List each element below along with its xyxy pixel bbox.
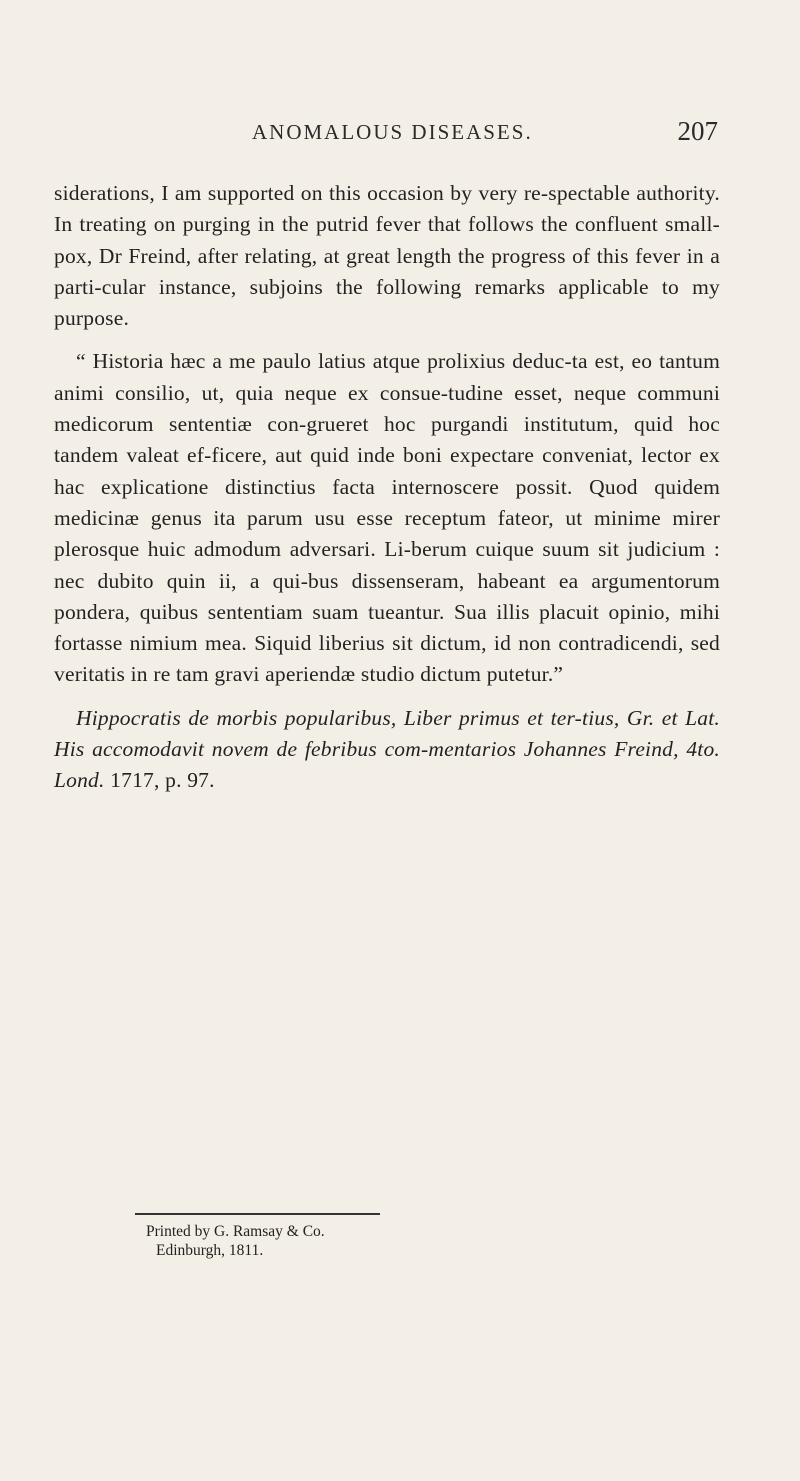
citation-title: Hippocratis de morbis popularibus, Liber primus et ter-tius, Gr. et Lat. His accomodavit novem de febribus com-mentarios Johannes Freind, 4to. Lond. bbox=[54, 705, 720, 793]
page-number: 207 bbox=[677, 116, 718, 146]
paragraph-latin-quotation: “ Historia hæc a me paulo latius atque prolixius deduc-ta est, eo tantum animi consilio, ut, quia neque ex consue-tudine esset, neque communi medicorum sententiæ con-grueret hoc purgandi institutum, quid hoc tandem valeat ef-ficere, aut quid inde boni expectare conveniat, lector ex hac explicatione distinctius facta internoscere possit. Quod quidem medicinæ genus ita parum usu esse receptum fateor, ut minime mirer plerosque huic admodum adversari. Li-berum cuique suum sit judicium : nec dubito quin ii, a qui-bus dissenseram, habeant ea argumentorum pondera, quibus sententiam suam tueantur. Sua illis placuit opinio, mihi fortasse nimium mea. Siquid liberius sit dictum, id non contradicendi, sed veritatis in re tam gravi aperiendæ studio dictum putetur.” bbox=[54, 349, 720, 687]
running-head bbox=[252, 116, 718, 160]
running-head-title: ANOMALOUS DISEASES. bbox=[252, 120, 533, 144]
printer-imprint bbox=[146, 1222, 325, 1260]
citation-year-page: 1717, p. 97. bbox=[110, 768, 215, 793]
imprint-place-date: Edinburgh, 1811. bbox=[156, 1242, 264, 1259]
imprint-printer: Printed by G. Ramsay & Co. bbox=[146, 1223, 325, 1240]
paragraph-english: siderations, I am supported on this occasion by very re-spectable authority. In treating on purging in the putrid fever that follows the confluent small-pox, Dr Freind, after relating, at great length the progress of this fever in a parti-cular instance, subjoins the following remarks applicable to my purpose. bbox=[54, 181, 720, 331]
footnote-citation bbox=[54, 703, 720, 797]
imprint-rule bbox=[135, 1213, 380, 1215]
body-text bbox=[54, 178, 720, 797]
